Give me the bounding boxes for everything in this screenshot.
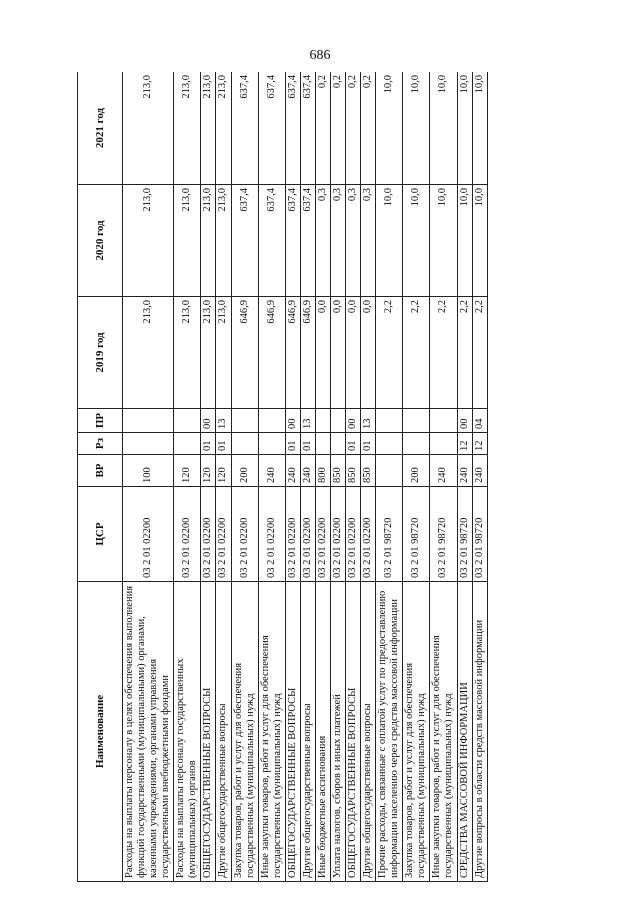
cell-pr: 00	[285, 409, 300, 433]
cell-2021: 10,0	[403, 72, 430, 185]
cell-2020: 10,0	[376, 185, 403, 297]
cell-2019: 646,9	[285, 297, 300, 409]
cell-name: Закупка товаров, работ и услуг для обеспечения государственных (муниципальных) нужд	[231, 582, 258, 882]
cell-2020: 0,3	[346, 185, 361, 297]
table-row	[216, 72, 231, 882]
cell-vr: 850	[330, 455, 345, 487]
cell-name: Иные закупки товаров, работ и услуг для обеспечения государственных (муниципальных) нужд	[258, 582, 285, 882]
cell-2019: 2,2	[457, 297, 472, 409]
cell-vr: 240	[300, 455, 315, 487]
cell-name: Уплата налогов, сборов и иных платежей	[330, 582, 345, 882]
budget-table	[77, 72, 488, 882]
header-csr: ЦСР	[78, 487, 123, 582]
table-row	[361, 72, 376, 882]
cell-2021: 10,0	[430, 72, 457, 185]
page-number: 686	[309, 48, 331, 63]
cell-2019: 2,2	[472, 297, 487, 409]
cell-vr: 240	[258, 455, 285, 487]
cell-name: Закупка товаров, работ и услуг для обеспечения государственных (муниципальных) нужд	[403, 582, 430, 882]
header-2020: 2020 год	[78, 185, 123, 297]
cell-rz: 01	[346, 433, 361, 455]
cell-csr: 03 2 01 02200	[361, 487, 376, 582]
cell-2020: 637,4	[300, 185, 315, 297]
cell-pr	[430, 409, 457, 433]
cell-2019: 2,2	[403, 297, 430, 409]
cell-csr: 03 2 01 02200	[216, 487, 231, 582]
cell-name: Иные закупки товаров, работ и услуг для обеспечения государственных (муниципальных) нужд	[430, 582, 457, 882]
cell-vr: 100	[123, 455, 174, 487]
table-row	[376, 72, 403, 882]
cell-name: Другие вопросы в области средств массовой информации	[472, 582, 487, 882]
cell-csr: 03 2 01 02200	[231, 487, 258, 582]
cell-rz: 12	[457, 433, 472, 455]
cell-vr: 120	[201, 455, 216, 487]
cell-2019: 0,0	[361, 297, 376, 409]
cell-2021: 10,0	[472, 72, 487, 185]
cell-csr: 03 2 01 98720	[457, 487, 472, 582]
cell-2021: 637,4	[285, 72, 300, 185]
cell-rz: 01	[216, 433, 231, 455]
cell-pr: 00	[201, 409, 216, 433]
cell-rz	[315, 433, 330, 455]
cell-2020: 213,0	[174, 185, 201, 297]
cell-2019: 213,0	[216, 297, 231, 409]
cell-2019: 646,9	[300, 297, 315, 409]
header-vr: ВР	[78, 455, 123, 487]
table-row	[315, 72, 330, 882]
cell-2020: 10,0	[403, 185, 430, 297]
header-2019: 2019 год	[78, 297, 123, 409]
cell-2019: 0,0	[315, 297, 330, 409]
cell-2019: 0,0	[346, 297, 361, 409]
cell-pr	[315, 409, 330, 433]
cell-pr	[258, 409, 285, 433]
cell-vr: 120	[174, 455, 201, 487]
cell-csr: 03 2 01 98720	[403, 487, 430, 582]
cell-rz: 12	[472, 433, 487, 455]
table-row	[457, 72, 472, 882]
cell-vr: 800	[315, 455, 330, 487]
cell-rz	[376, 433, 403, 455]
cell-csr: 03 2 01 98720	[472, 487, 487, 582]
cell-csr: 03 2 01 02200	[174, 487, 201, 582]
cell-2021: 213,0	[216, 72, 231, 185]
cell-csr: 03 2 01 02200	[315, 487, 330, 582]
cell-2021: 0,2	[361, 72, 376, 185]
header-2021: 2021 год	[78, 72, 123, 185]
cell-name: Другие общегосударственные вопросы	[216, 582, 231, 882]
cell-pr	[174, 409, 201, 433]
cell-pr: 13	[300, 409, 315, 433]
cell-2021: 0,2	[330, 72, 345, 185]
cell-pr	[403, 409, 430, 433]
table-row	[201, 72, 216, 882]
cell-2021: 637,4	[231, 72, 258, 185]
cell-2021: 213,0	[123, 72, 174, 185]
cell-rz	[258, 433, 285, 455]
cell-2021: 10,0	[457, 72, 472, 185]
cell-vr: 240	[285, 455, 300, 487]
cell-vr: 120	[216, 455, 231, 487]
cell-rz: 01	[285, 433, 300, 455]
cell-2019: 213,0	[201, 297, 216, 409]
cell-2021: 213,0	[201, 72, 216, 185]
table-row	[330, 72, 345, 882]
table-row	[285, 72, 300, 882]
cell-name: СРЕДСТВА МАССОВОЙ ИНФОРМАЦИИ	[457, 582, 472, 882]
header-pr: ПР	[78, 409, 123, 433]
cell-2020: 637,4	[285, 185, 300, 297]
cell-rz: 01	[300, 433, 315, 455]
cell-pr: 04	[472, 409, 487, 433]
cell-2019: 646,9	[258, 297, 285, 409]
cell-2020: 10,0	[472, 185, 487, 297]
cell-rz	[430, 433, 457, 455]
cell-vr: 240	[430, 455, 457, 487]
cell-2020: 10,0	[430, 185, 457, 297]
rotated-table-region	[77, 72, 525, 882]
cell-pr	[231, 409, 258, 433]
table-row	[472, 72, 487, 882]
table-row	[258, 72, 285, 882]
cell-2020: 213,0	[123, 185, 174, 297]
cell-2019: 213,0	[174, 297, 201, 409]
cell-rz	[403, 433, 430, 455]
cell-vr: 240	[472, 455, 487, 487]
table-wrapper	[77, 72, 525, 882]
cell-vr: 850	[346, 455, 361, 487]
cell-name: Прочие расходы, связанные с оплатой услуг по предоставлению информации населению через средства массовой информации	[376, 582, 403, 882]
cell-csr: 03 2 01 02200	[346, 487, 361, 582]
cell-2019: 213,0	[123, 297, 174, 409]
table-row	[231, 72, 258, 882]
cell-2021: 0,2	[315, 72, 330, 185]
cell-pr	[376, 409, 403, 433]
cell-name: ОБЩЕГОСУДАРСТВЕННЫЕ ВОПРОСЫ	[346, 582, 361, 882]
cell-2021: 213,0	[174, 72, 201, 185]
cell-rz	[330, 433, 345, 455]
table-row	[403, 72, 430, 882]
cell-csr: 03 2 01 02200	[330, 487, 345, 582]
cell-2020: 637,4	[258, 185, 285, 297]
cell-name: Расходы на выплаты персоналу в целях обеспечения выполнения функций государственными (муниципальными) органами, казенными учреждениями, органами управления государственными внебюджетными фондами	[123, 582, 174, 882]
header-name: Наименование	[78, 582, 123, 882]
cell-2019: 2,2	[376, 297, 403, 409]
cell-2020: 213,0	[216, 185, 231, 297]
cell-pr: 00	[457, 409, 472, 433]
cell-csr: 03 2 01 98720	[430, 487, 457, 582]
table-row	[174, 72, 201, 882]
cell-pr: 13	[216, 409, 231, 433]
cell-vr: 200	[403, 455, 430, 487]
cell-2021: 0,2	[346, 72, 361, 185]
cell-rz	[174, 433, 201, 455]
cell-2021: 637,4	[258, 72, 285, 185]
cell-2020: 0,3	[330, 185, 345, 297]
cell-2020: 0,3	[315, 185, 330, 297]
table-row	[346, 72, 361, 882]
cell-csr: 03 2 01 02200	[285, 487, 300, 582]
cell-name: Другие общегосударственные вопросы	[300, 582, 315, 882]
cell-pr	[330, 409, 345, 433]
cell-vr: 240	[457, 455, 472, 487]
cell-2020: 10,0	[457, 185, 472, 297]
table-row	[300, 72, 315, 882]
cell-vr: 850	[361, 455, 376, 487]
cell-2019: 2,2	[430, 297, 457, 409]
cell-vr	[376, 455, 403, 487]
cell-pr: 13	[361, 409, 376, 433]
cell-name: ОБЩЕГОСУДАРСТВЕННЫЕ ВОПРОСЫ	[285, 582, 300, 882]
cell-name: Другие общегосударственные вопросы	[361, 582, 376, 882]
cell-rz	[123, 433, 174, 455]
cell-2019: 646,9	[231, 297, 258, 409]
cell-csr: 03 2 01 02200	[201, 487, 216, 582]
cell-csr: 03 2 01 02200	[123, 487, 174, 582]
cell-rz	[231, 433, 258, 455]
cell-2021: 10,0	[376, 72, 403, 185]
cell-csr: 03 2 01 98720	[376, 487, 403, 582]
cell-pr: 00	[346, 409, 361, 433]
cell-2020: 213,0	[201, 185, 216, 297]
header-rz: Рз	[78, 433, 123, 455]
cell-rz: 01	[361, 433, 376, 455]
table-row	[123, 72, 174, 882]
cell-name: Иные бюджетные ассигнования	[315, 582, 330, 882]
cell-name: ОБЩЕГОСУДАРСТВЕННЫЕ ВОПРОСЫ	[201, 582, 216, 882]
cell-vr: 200	[231, 455, 258, 487]
cell-2020: 637,4	[231, 185, 258, 297]
cell-2019: 0,0	[330, 297, 345, 409]
cell-name: Расходы на выплаты персоналу государственных (муниципальных) органов	[174, 582, 201, 882]
table-row	[430, 72, 457, 882]
table-body	[123, 72, 488, 882]
cell-csr: 03 2 01 02200	[258, 487, 285, 582]
cell-rz: 01	[201, 433, 216, 455]
cell-2020: 0,3	[361, 185, 376, 297]
table-header-row	[78, 72, 123, 882]
cell-csr: 03 2 01 02200	[300, 487, 315, 582]
cell-pr	[123, 409, 174, 433]
cell-2021: 637,4	[300, 72, 315, 185]
